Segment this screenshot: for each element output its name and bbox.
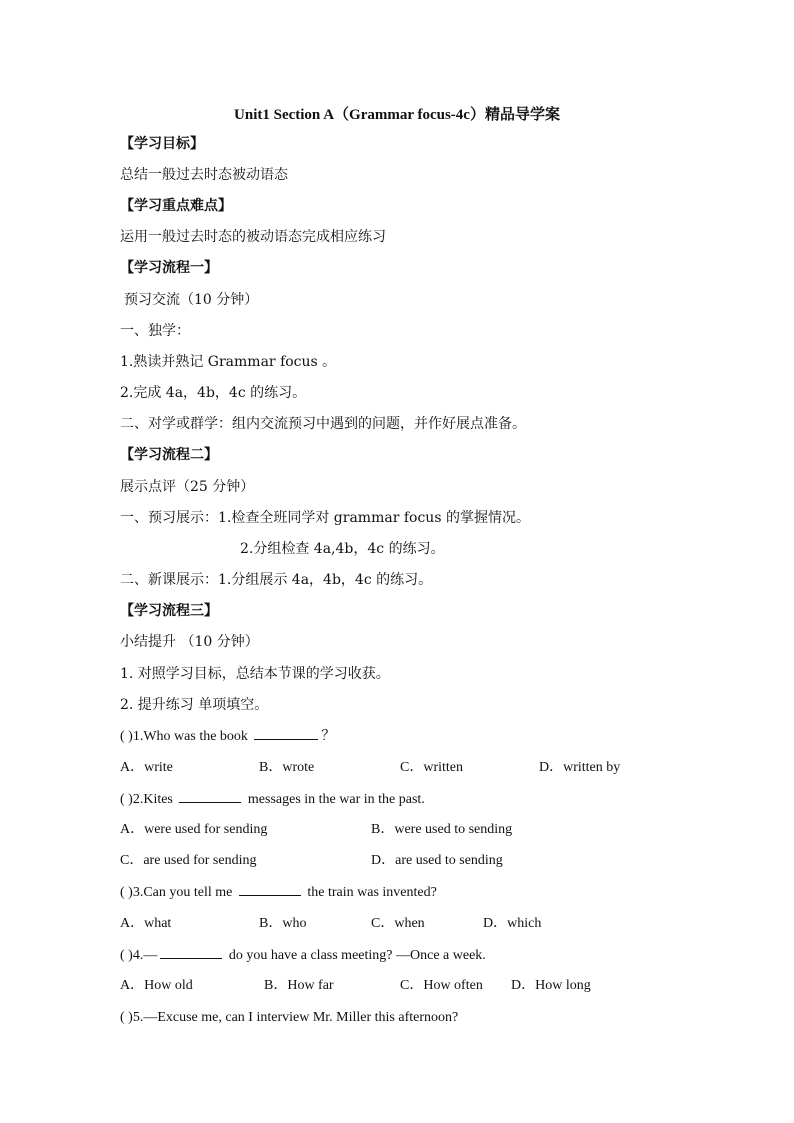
flow2-item-a2: 2.分组检查 4a,4b，4c 的练习。 — [240, 541, 445, 557]
document-title: Unit1 Section A（Grammar focus-4c）精品导学案 — [234, 107, 560, 123]
answer-blank — [179, 790, 241, 803]
option-d: D．How long — [511, 978, 591, 993]
key-text: 运用一般过去时态的被动语态完成相应练习 — [120, 229, 386, 245]
option-b: B．were used to sending — [371, 822, 513, 837]
answer-blank — [239, 883, 301, 896]
option-a: A．what — [120, 916, 172, 931]
option-c: C．when — [371, 916, 425, 931]
flow1-heading: 【学习流程一】 — [120, 260, 218, 276]
flow3-subtitle: 小结提升 （10 分钟） — [120, 634, 259, 650]
option-b: B．wrote — [259, 760, 315, 775]
answer-bracket[interactable]: ( ) — [120, 885, 133, 900]
option-a: A．write — [120, 760, 173, 775]
flow1-item-a: 一、独学： — [120, 323, 190, 339]
goal-heading: 【学习目标】 — [120, 136, 204, 152]
option-b: B．How far — [264, 978, 334, 993]
flow3-item-2: 2. 提升练习 单项填空。 — [120, 697, 269, 713]
option-c: C．written — [400, 760, 463, 775]
question-2: ( )2.Kites messages in the war in the past. — [120, 792, 425, 807]
option-d: D．which — [483, 916, 542, 931]
option-d: D．written by — [539, 760, 621, 775]
key-heading: 【学习重点难点】 — [120, 198, 232, 214]
flow2-item-b: 二、新课展示：1.分组展示 4a，4b，4c 的练习。 — [120, 572, 433, 588]
answer-bracket[interactable]: ( ) — [120, 792, 133, 807]
answer-bracket[interactable]: ( ) — [120, 948, 133, 963]
goal-text: 总结一般过去时态被动语态 — [120, 167, 288, 183]
flow3-item-1: 1. 对照学习目标，总结本节课的学习收获。 — [120, 666, 390, 682]
option-b: B．who — [259, 916, 307, 931]
flow1-item-a1: 1.熟读并熟记 Grammar focus 。 — [120, 354, 337, 370]
flow1-subtitle: 预习交流（10 分钟） — [124, 292, 259, 308]
option-a: A．were used for sending — [120, 822, 268, 837]
flow1-item-a2: 2.完成 4a，4b，4c 的练习。 — [120, 385, 307, 401]
option-c: C．are used for sending — [120, 853, 257, 868]
answer-bracket[interactable]: ( ) — [120, 729, 133, 744]
flow3-heading: 【学习流程三】 — [120, 603, 218, 619]
option-d: D．are used to sending — [371, 853, 503, 868]
option-c: C．How often — [400, 978, 483, 993]
answer-blank — [254, 727, 318, 740]
question-3: ( )3.Can you tell me the train was invented? — [120, 885, 437, 900]
question-5: ( )5.—Excuse me, can I interview Mr. Miller this afternoon? — [120, 1010, 459, 1025]
option-a: A．How old — [120, 978, 193, 993]
question-4: ( )4.— do you have a class meeting? —Once a week. — [120, 948, 486, 963]
answer-blank — [160, 946, 222, 959]
flow2-heading: 【学习流程二】 — [120, 447, 218, 463]
question-1: ( )1.Who was the book ？ — [120, 729, 336, 744]
flow1-item-b: 二、对学或群学：组内交流预习中遇到的问题，并作好展点准备。 — [120, 416, 526, 432]
answer-bracket[interactable]: ( ) — [120, 1010, 133, 1025]
flow2-item-a: 一、预习展示：1.检查全班同学对 grammar focus 的掌握情况。 — [120, 510, 530, 526]
flow2-subtitle: 展示点评（25 分钟） — [120, 479, 255, 495]
